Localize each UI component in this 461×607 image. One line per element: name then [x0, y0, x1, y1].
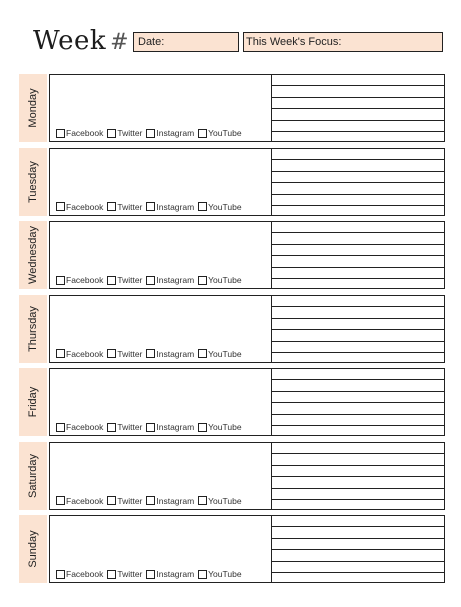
ruled-line: [272, 538, 444, 539]
twitter-checkbox[interactable]: [107, 202, 116, 211]
social-option-twitter: [107, 569, 142, 579]
ruled-line: [272, 465, 444, 466]
day-notes-box[interactable]: [49, 74, 271, 142]
social-option-instagram: [146, 496, 194, 506]
ruled-line: [272, 318, 444, 319]
social-checklist: [56, 202, 246, 212]
day-lined-notes[interactable]: [271, 368, 445, 436]
social-option-label: Facebook: [66, 128, 104, 138]
youtube-checkbox[interactable]: [198, 276, 207, 285]
social-checklist: [56, 349, 246, 359]
social-option-twitter: [107, 275, 142, 285]
ruled-line: [272, 108, 444, 109]
day-tab: [19, 515, 47, 583]
day-tab: [19, 74, 47, 142]
social-option-twitter: [107, 202, 142, 212]
day-row-monday: [19, 74, 445, 142]
social-option-twitter: [107, 349, 142, 359]
ruled-line: [272, 425, 444, 426]
day-lined-notes[interactable]: [271, 148, 445, 216]
ruled-line: [272, 194, 444, 195]
social-option-youtube: [198, 496, 241, 506]
ruled-line: [272, 414, 444, 415]
ruled-line: [272, 244, 444, 245]
ruled-line: [272, 278, 444, 279]
social-option-facebook: [56, 128, 103, 138]
ruled-line: [272, 572, 444, 573]
facebook-checkbox[interactable]: [56, 349, 65, 358]
ruled-line: [272, 488, 444, 489]
social-option-youtube: [198, 569, 241, 579]
day-tab: [19, 368, 47, 436]
ruled-line: [272, 306, 444, 307]
ruled-line: [272, 171, 444, 172]
day-row-friday: [19, 368, 445, 436]
week-number-symbol: #: [110, 30, 130, 55]
day-notes-box[interactable]: [49, 442, 271, 510]
instagram-checkbox[interactable]: [146, 423, 155, 432]
social-option-label: Facebook: [66, 495, 104, 506]
facebook-checkbox[interactable]: [56, 570, 65, 579]
ruled-line: [272, 402, 444, 403]
ruled-line: [272, 352, 444, 353]
social-option-youtube: [198, 422, 241, 432]
facebook-checkbox[interactable]: [56, 423, 65, 432]
social-option-label: YouTube: [208, 422, 242, 432]
ruled-line: [272, 182, 444, 183]
social-option-label: Facebook: [66, 348, 104, 359]
social-option-label: Facebook: [66, 569, 104, 579]
youtube-checkbox[interactable]: [198, 129, 207, 138]
facebook-checkbox[interactable]: [56, 496, 65, 505]
social-option-label: Instagram: [156, 348, 195, 359]
social-option-instagram: [146, 422, 194, 432]
day-row-tuesday: [19, 148, 445, 216]
social-option-facebook: [56, 275, 103, 285]
day-lined-notes[interactable]: [271, 295, 445, 363]
instagram-checkbox[interactable]: [146, 276, 155, 285]
social-option-label: YouTube: [208, 128, 242, 138]
page-title: [33, 26, 129, 56]
ruled-line: [272, 97, 444, 98]
day-tab: [19, 221, 47, 289]
social-checklist: [56, 128, 246, 138]
social-option-label: Twitter: [117, 201, 143, 212]
ruled-line: [272, 549, 444, 550]
day-notes-box[interactable]: [49, 221, 271, 289]
social-option-label: Instagram: [156, 495, 195, 506]
social-option-label: Twitter: [117, 348, 143, 359]
twitter-checkbox[interactable]: [107, 496, 116, 505]
ruled-line: [272, 499, 444, 500]
social-checklist: [56, 569, 246, 579]
social-option-twitter: [107, 496, 142, 506]
social-option-label: Facebook: [66, 422, 104, 432]
social-option-instagram: [146, 128, 194, 138]
day-row-wednesday: [19, 221, 445, 289]
day-label: Saturday: [27, 453, 39, 498]
ruled-line: [272, 255, 444, 256]
youtube-checkbox[interactable]: [198, 349, 207, 358]
social-option-facebook: [56, 569, 103, 579]
day-label: Wednesday: [27, 226, 39, 284]
weekly-focus-field[interactable]: [243, 32, 443, 52]
instagram-checkbox[interactable]: [146, 129, 155, 138]
social-option-instagram: [146, 569, 194, 579]
ruled-line: [272, 561, 444, 562]
instagram-checkbox[interactable]: [146, 496, 155, 505]
weekly-focus-label: This Week's Focus:: [246, 36, 342, 48]
social-option-twitter: [107, 128, 142, 138]
twitter-checkbox[interactable]: [107, 129, 116, 138]
social-option-facebook: [56, 349, 103, 359]
ruled-line: [272, 131, 444, 132]
social-option-label: Instagram: [156, 275, 195, 285]
social-option-instagram: [146, 275, 194, 285]
youtube-checkbox[interactable]: [198, 423, 207, 432]
social-option-label: Instagram: [156, 201, 195, 212]
day-notes-box[interactable]: [49, 515, 271, 583]
day-row-thursday: [19, 295, 445, 363]
day-notes-box[interactable]: [49, 295, 271, 363]
day-row-sunday: [19, 515, 445, 583]
day-label: Monday: [27, 88, 39, 128]
day-label: Thursday: [27, 305, 39, 352]
day-tab: [19, 442, 47, 510]
ruled-line: [272, 120, 444, 121]
youtube-checkbox[interactable]: [198, 202, 207, 211]
social-option-label: YouTube: [208, 348, 242, 359]
ruled-line: [272, 379, 444, 380]
ruled-line: [272, 267, 444, 268]
social-option-youtube: [198, 128, 241, 138]
social-option-youtube: [198, 349, 241, 359]
social-option-label: Twitter: [117, 495, 143, 506]
ruled-line: [272, 341, 444, 342]
social-checklist: [56, 422, 246, 432]
ruled-line: [272, 232, 444, 233]
youtube-checkbox[interactable]: [198, 570, 207, 579]
social-option-youtube: [198, 202, 241, 212]
day-label: Friday: [27, 386, 39, 418]
day-lined-notes[interactable]: [271, 442, 445, 510]
twitter-checkbox[interactable]: [107, 276, 116, 285]
day-tab: [19, 148, 47, 216]
ruled-line: [272, 205, 444, 206]
instagram-checkbox[interactable]: [146, 570, 155, 579]
instagram-checkbox[interactable]: [146, 202, 155, 211]
social-checklist: [56, 275, 246, 285]
social-option-label: Instagram: [156, 569, 195, 579]
date-label: Date:: [138, 36, 165, 48]
social-option-label: Twitter: [117, 422, 143, 432]
twitter-checkbox[interactable]: [107, 349, 116, 358]
social-option-label: Twitter: [117, 128, 143, 138]
day-lined-notes[interactable]: [271, 74, 445, 142]
twitter-checkbox[interactable]: [107, 423, 116, 432]
day-notes-box[interactable]: [49, 368, 271, 436]
social-option-label: Facebook: [66, 275, 104, 285]
day-lined-notes[interactable]: [271, 515, 445, 583]
ruled-line: [272, 159, 444, 160]
day-label: Tuesday: [27, 160, 39, 203]
youtube-checkbox[interactable]: [198, 496, 207, 505]
week-label: Week: [33, 26, 107, 56]
social-option-youtube: [198, 275, 241, 285]
social-option-label: YouTube: [208, 275, 242, 285]
day-lined-notes[interactable]: [271, 221, 445, 289]
facebook-checkbox[interactable]: [56, 202, 65, 211]
ruled-line: [272, 476, 444, 477]
ruled-line: [272, 453, 444, 454]
date-field[interactable]: [133, 32, 239, 52]
social-option-instagram: [146, 202, 194, 212]
facebook-checkbox[interactable]: [56, 129, 65, 138]
social-option-facebook: [56, 496, 103, 506]
social-option-twitter: [107, 422, 142, 432]
social-option-label: YouTube: [208, 569, 242, 579]
social-option-label: YouTube: [208, 201, 242, 212]
ruled-line: [272, 391, 444, 392]
social-option-label: YouTube: [208, 495, 242, 506]
instagram-checkbox[interactable]: [146, 349, 155, 358]
social-option-instagram: [146, 349, 194, 359]
social-option-label: Twitter: [117, 275, 143, 285]
social-option-label: Instagram: [156, 422, 195, 432]
ruled-line: [272, 329, 444, 330]
social-checklist: [56, 496, 246, 506]
social-option-label: Facebook: [66, 201, 104, 212]
ruled-line: [272, 85, 444, 86]
day-label: Sunday: [27, 530, 39, 568]
social-option-facebook: [56, 422, 103, 432]
ruled-line: [272, 526, 444, 527]
social-option-label: Instagram: [156, 128, 195, 138]
day-row-saturday: [19, 442, 445, 510]
facebook-checkbox[interactable]: [56, 276, 65, 285]
day-notes-box[interactable]: [49, 148, 271, 216]
twitter-checkbox[interactable]: [107, 570, 116, 579]
day-tab: [19, 295, 47, 363]
social-option-facebook: [56, 202, 103, 212]
social-option-label: Twitter: [117, 569, 143, 579]
